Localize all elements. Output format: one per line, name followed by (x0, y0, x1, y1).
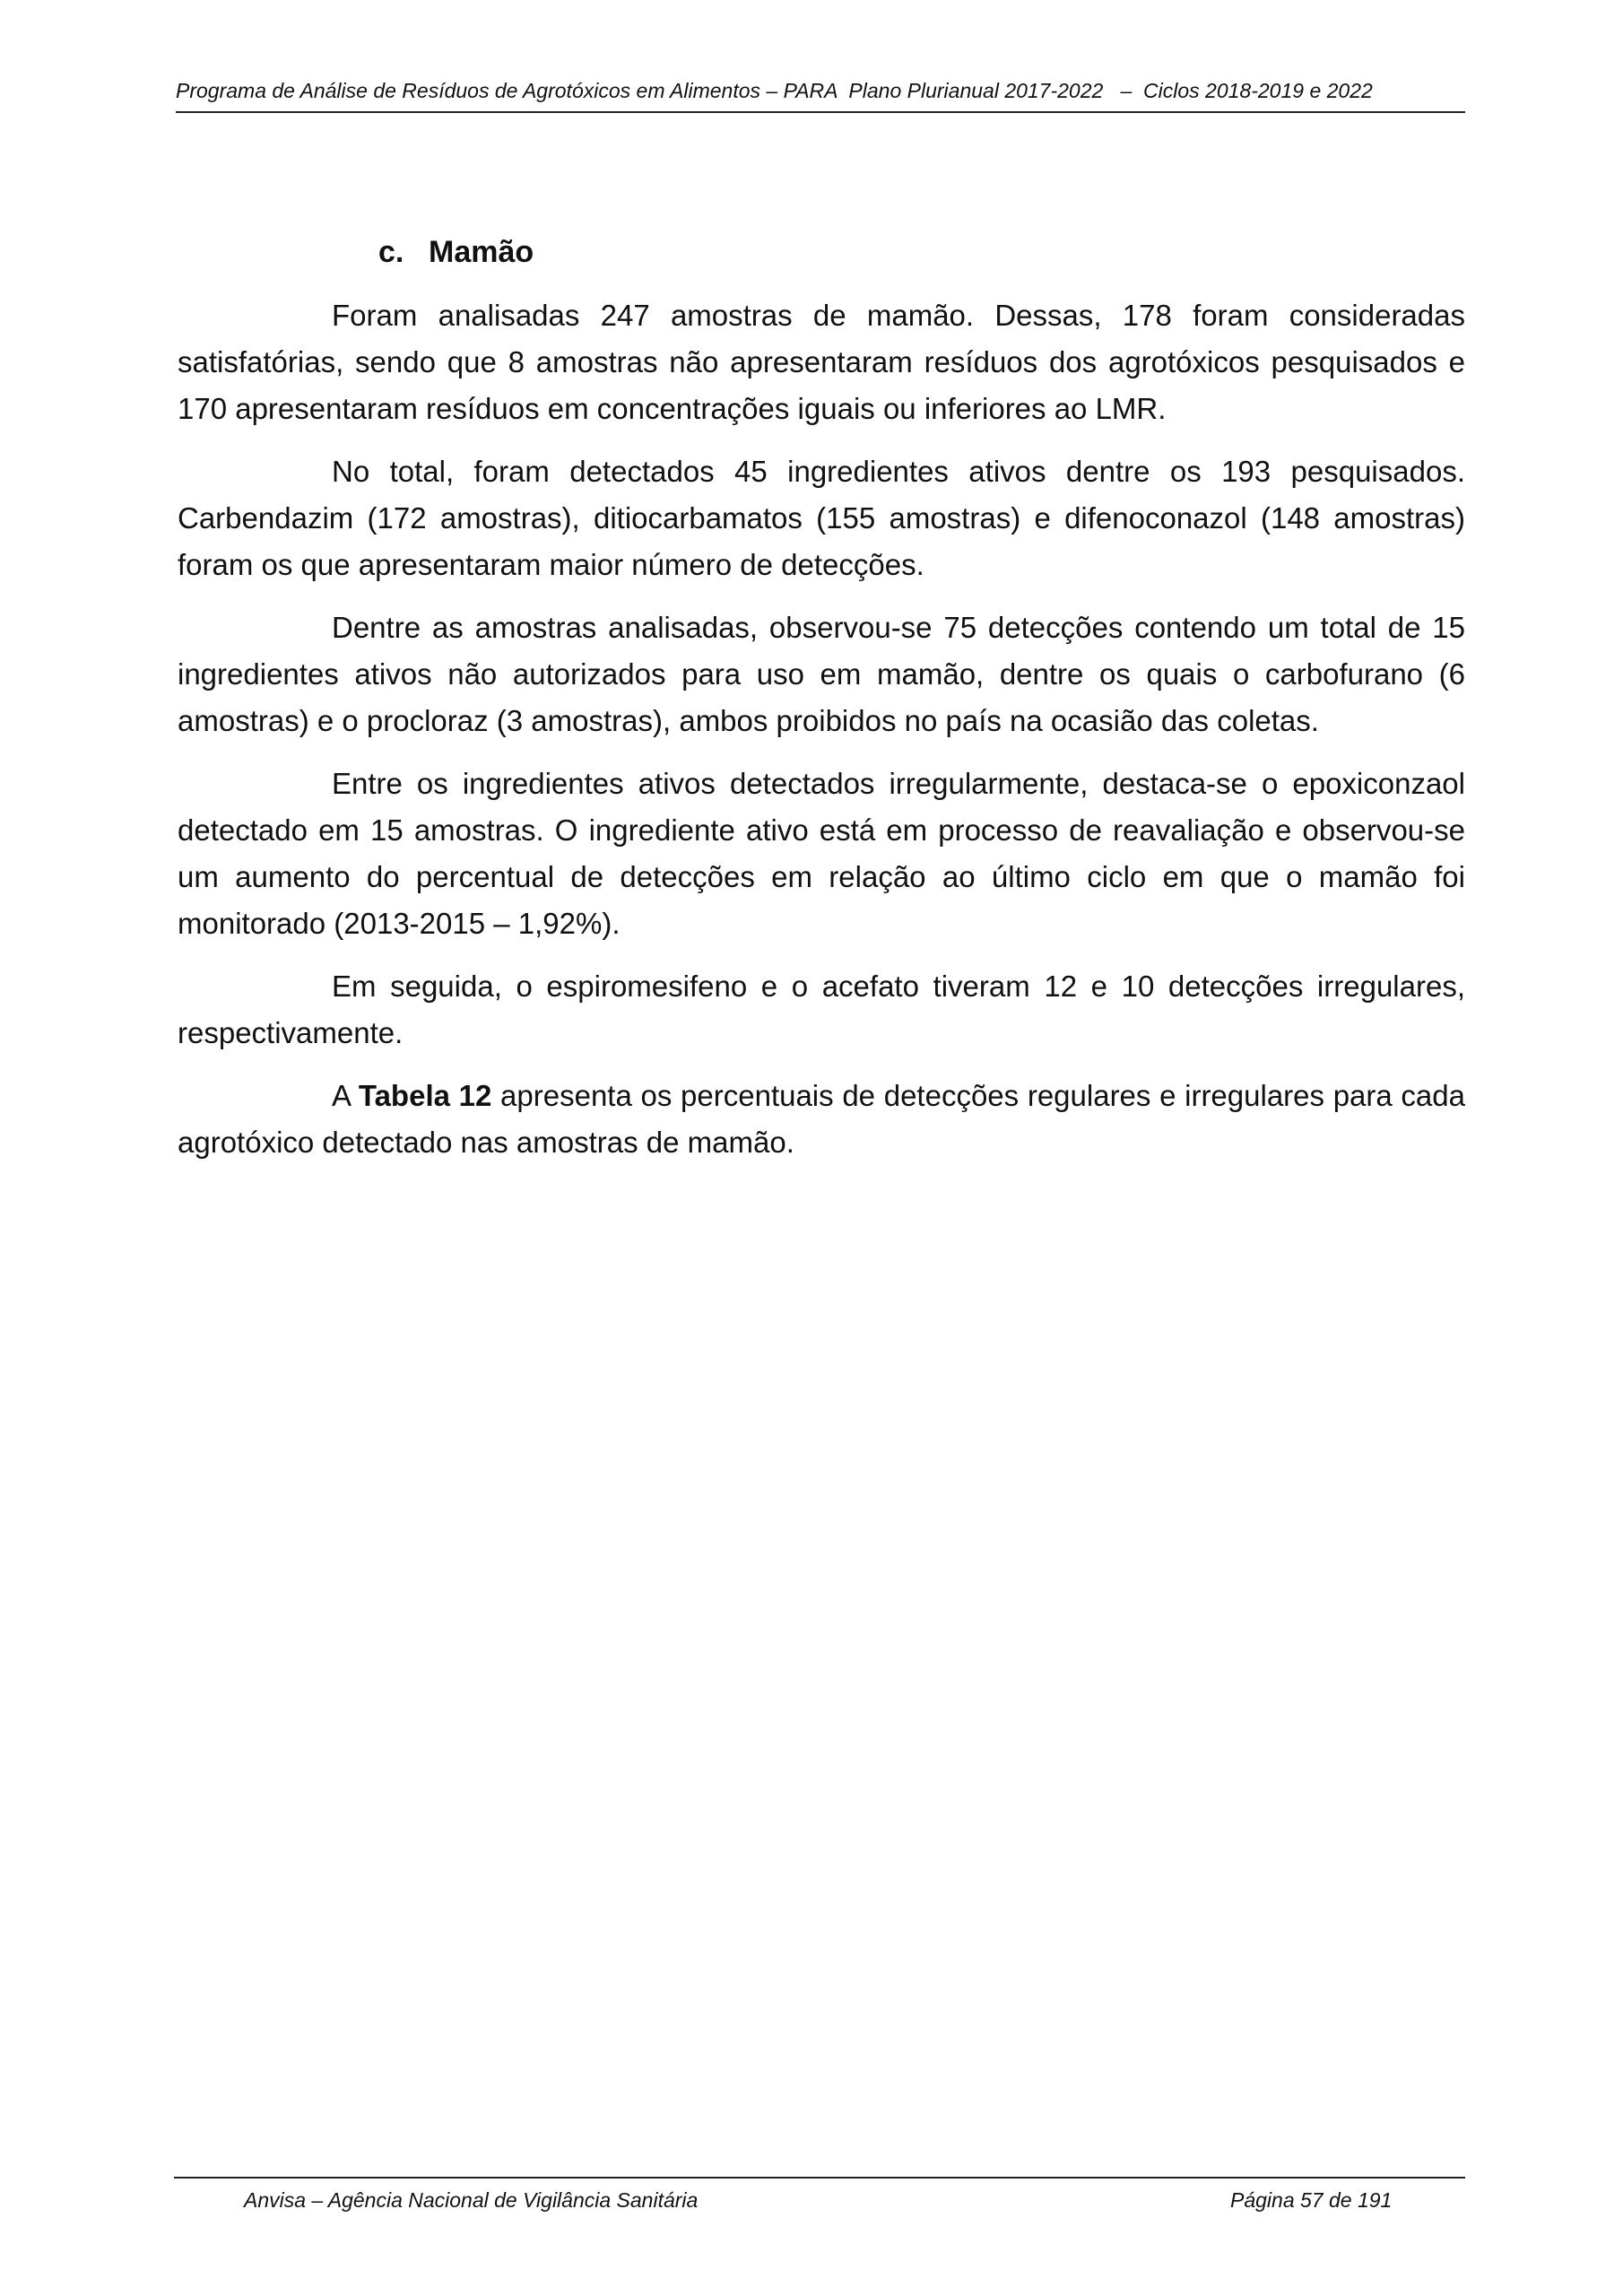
paragraph-6 (178, 1073, 1465, 1166)
footer-divider (174, 2177, 1465, 2179)
paragraph-5: Em seguida, o espiromesifeno e o acefato tiveram 12 e 10 detecções irregulares, respectivamente. (178, 970, 1465, 1049)
section-heading (378, 231, 534, 273)
section-title: Mamão (429, 235, 534, 269)
paragraph-6-suffix: apresenta os percentuais de detecções regulares e irregulares para cada agrotóxico detectado nas amostras de mamão. (178, 1079, 1465, 1159)
paragraph-6-prefix: A (332, 1079, 359, 1112)
table-reference: Tabela 12 (358, 1079, 492, 1112)
paragraph-3: Dentre as amostras analisadas, observou-se 75 detecções contendo um total de 15 ingredientes ativos não autorizados para uso em mamão, dentre os quais o carbofurano (6 amostras) e o procloraz (3 amostras), ambos proibidos no país na ocasião das coletas. (178, 611, 1465, 737)
body-text (178, 292, 1465, 1182)
footer-organization: Anvisa – Agência Nacional de Vigilância Sanitária (244, 2188, 699, 2212)
section-number: c. (378, 235, 404, 269)
paragraph-4: Entre os ingredientes ativos detectados irregularmente, destaca-se o epoxiconzaol detectado em 15 amostras. O ingrediente ativo está em processo de reavaliação e observou-se um aumento do percentual de detecções em relação ao último ciclo em que o mamão foi monitorado (2013-2015 – 1,92%). (178, 767, 1465, 940)
paragraph-1: Foram analisadas 247 amostras de mamão. Dessas, 178 foram consideradas satisfatórias, sendo que 8 amostras não apresentaram resíduos dos agrotóxicos pesquisados e 170 apresentaram resíduos em concentrações iguais ou inferiores ao LMR. (178, 299, 1465, 425)
running-header-text: Programa de Análise de Resíduos de Agrotóxicos em Alimentos – PARA Plano Plurianual 2017-2022 – Ciclos 2018-2019 e 2022 (176, 79, 1373, 102)
paragraph-2: No total, foram detectados 45 ingredientes ativos dentre os 193 pesquisados. Carbendazim (172 amostras), ditiocarbamatos (155 amostras) e difenoconazol (148 amostras) foram os que apresentaram maior número de detecções. (178, 455, 1465, 581)
page-number: Página 57 de 191 (1230, 2188, 1393, 2212)
running-header (176, 77, 1465, 113)
